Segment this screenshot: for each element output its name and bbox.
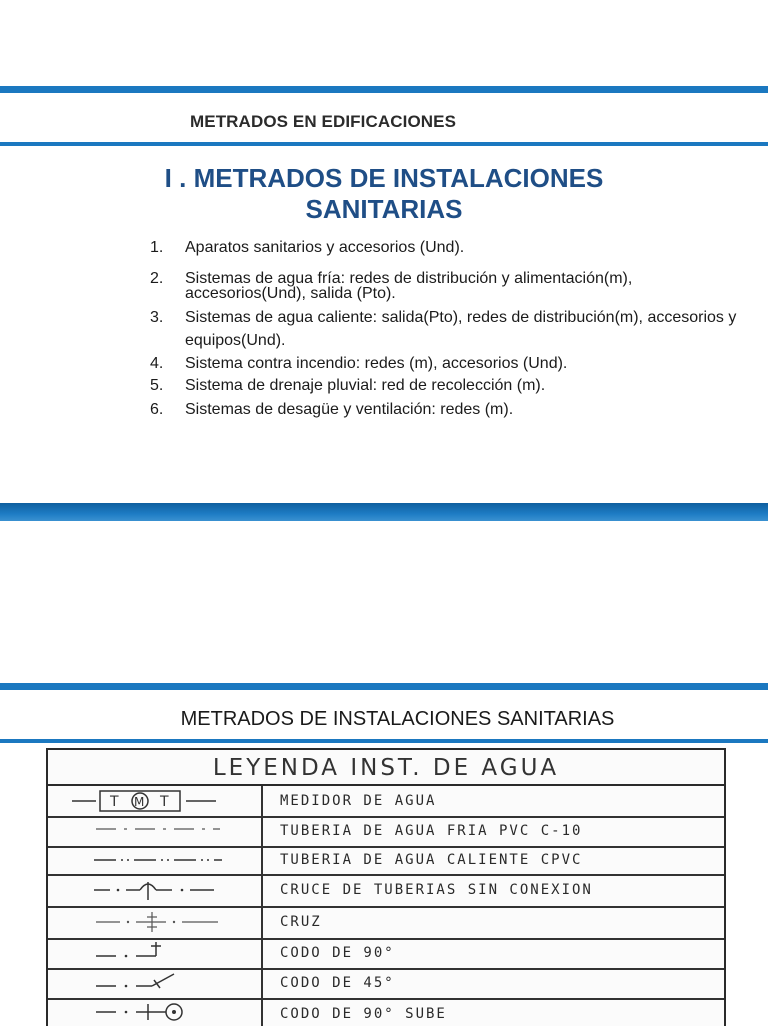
slide2-top-rule	[0, 683, 768, 690]
legend-desc: TUBERIA DE AGUA FRIA PVC C-10	[280, 823, 583, 839]
svg-text:T: T	[160, 794, 169, 810]
legend-row	[48, 816, 724, 848]
water-legend-table	[46, 748, 726, 1026]
header-rule	[0, 142, 768, 146]
item-text: Aparatos sanitarios y accesorios (Und).	[185, 239, 465, 256]
item-number: 3.	[150, 309, 164, 326]
elbow-90-symbol	[48, 938, 263, 968]
hot-water-pipe-symbol	[48, 846, 263, 874]
item-number: 1.	[150, 239, 164, 256]
legend-row	[48, 998, 724, 1026]
item-number: 6.	[150, 401, 164, 418]
legend-desc: CODO DE 90°	[280, 945, 395, 961]
legend-desc: CRUCE DE TUBERIAS SIN CONEXION	[280, 882, 593, 898]
item-number: 2.	[150, 270, 164, 287]
item-text: Sistemas de agua caliente: salida(Pto), redes de distribución(m), accesorios y equipos(Und).	[185, 309, 737, 349]
slide2-title-rule	[0, 739, 768, 743]
item-number: 5.	[150, 377, 164, 394]
cold-water-pipe-symbol	[48, 816, 263, 846]
slide-separator-band	[0, 503, 768, 521]
item-number: 4.	[150, 355, 164, 372]
legend-row	[48, 968, 724, 1000]
cross-symbol	[48, 906, 263, 938]
slide-title	[60, 163, 708, 225]
svg-text:M: M	[134, 795, 145, 809]
item-text: Sistemas de agua fría: redes de distribución y alimentación(m), accesorios(Und), salida (Pto).	[185, 270, 633, 302]
legend-row	[48, 938, 724, 970]
item-text: Sistema de drenaje pluvial: red de recolección (m).	[185, 377, 546, 394]
title-line-1: I . METRADOS DE INSTALACIONES	[164, 163, 604, 193]
pipe-crossing-symbol	[48, 874, 263, 906]
item-text: Sistema contra incendio: redes (m), accesorios (Und).	[185, 355, 568, 372]
legend-row	[48, 906, 724, 940]
legend-row	[48, 786, 724, 818]
legend-title: LEYENDA INST. DE AGUA	[48, 750, 724, 786]
item-text: Sistemas de desagüe y ventilación: redes (m).	[185, 401, 514, 418]
slide-header: METRADOS EN EDIFICACIONES	[190, 112, 457, 131]
legend-desc: TUBERIA DE AGUA CALIENTE CPVC	[280, 852, 583, 868]
water-meter-symbol	[48, 786, 263, 816]
legend-row	[48, 846, 724, 876]
slide-1	[0, 0, 768, 505]
legend-desc: MEDIDOR DE AGUA	[280, 793, 437, 809]
slide2-title: METRADOS DE INSTALACIONES SANITARIAS	[180, 708, 615, 730]
elbow-90-up-symbol	[48, 998, 263, 1026]
legend-row	[48, 874, 724, 908]
svg-text:T: T	[110, 794, 119, 810]
top-rule	[0, 86, 768, 93]
elbow-45-symbol	[48, 968, 263, 998]
title-line-2: SANITARIAS	[305, 194, 463, 224]
legend-desc: CRUZ	[280, 914, 322, 930]
legend-desc: CODO DE 90° SUBE	[280, 1006, 447, 1022]
legend-desc: CODO DE 45°	[280, 975, 395, 991]
